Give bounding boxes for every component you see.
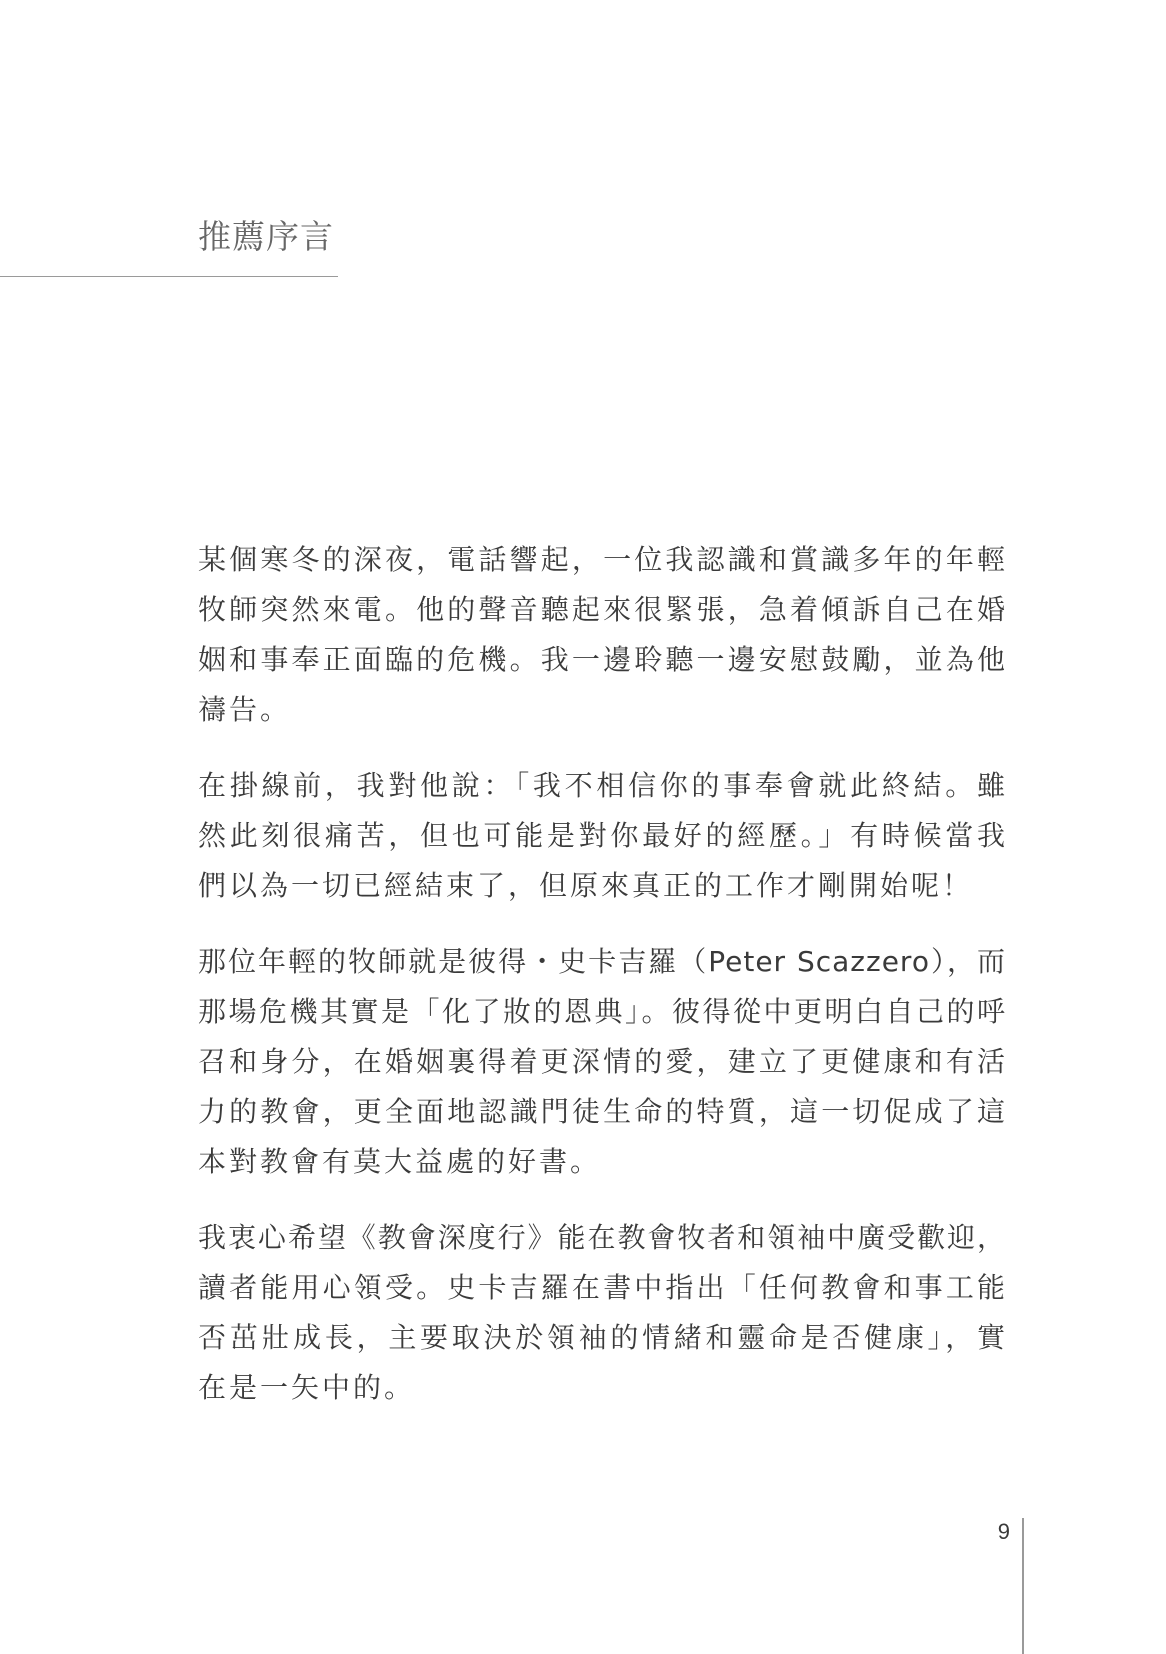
text-line: 牧師突然來電。他的聲音聽起來很緊張，急着傾訴自己在婚	[198, 593, 1006, 626]
title-underline-divider	[0, 276, 338, 277]
text-line: 姻和事奉正面臨的危機。我一邊聆聽一邊安慰鼓勵，並為他	[198, 643, 1006, 676]
section-title: 推薦序言	[198, 217, 334, 256]
text-line: 召和身分，在婚姻裏得着更深情的愛，建立了更健康和有活	[198, 1045, 1006, 1078]
body-text	[198, 535, 1006, 1439]
text-line: 力的教會，更全面地認識門徒生命的特質，這一切促成了這	[198, 1095, 1006, 1128]
text-line: 在是一矢中的。	[198, 1371, 416, 1404]
paragraph-4	[198, 1213, 1006, 1413]
text-line: 讀者能用心領受。史卡吉羅在書中指出「任何教會和事工能	[198, 1271, 1006, 1304]
text-line: 否茁壯成長，主要取決於領袖的情緒和靈命是否健康」，實	[198, 1321, 1006, 1354]
text-line: 在掛線前，我對他說：「我不相信你的事奉會就此終結。雖	[198, 769, 1006, 802]
page-number: 9	[997, 1519, 1010, 1544]
text-line: 那場危機其實是「化了妝的恩典」。彼得從中更明白自己的呼	[198, 995, 1006, 1028]
text-line: 某個寒冬的深夜，電話響起，一位我認識和賞識多年的年輕	[198, 543, 1006, 576]
paragraph-1	[198, 535, 1006, 735]
text-line: 然此刻很痛苦，但也可能是對你最好的經歷。」有時候當我	[198, 819, 1006, 852]
page-number-rule	[1022, 1518, 1024, 1654]
text-line: 禱告。	[198, 693, 292, 726]
text-line: 本對教會有莫大益處的好書。	[198, 1145, 602, 1178]
text-line: 我衷心希望《教會深度行》能在教會牧者和領袖中廣受歡迎，	[198, 1221, 1006, 1254]
paragraph-2	[198, 761, 1006, 911]
text-line: 那位年輕的牧師就是彼得・史卡吉羅（Peter Scazzero），而	[198, 945, 1006, 978]
paragraph-3	[198, 937, 1006, 1187]
text-line: 們以為一切已經結束了，但原來真正的工作才剛開始呢！	[198, 869, 974, 902]
